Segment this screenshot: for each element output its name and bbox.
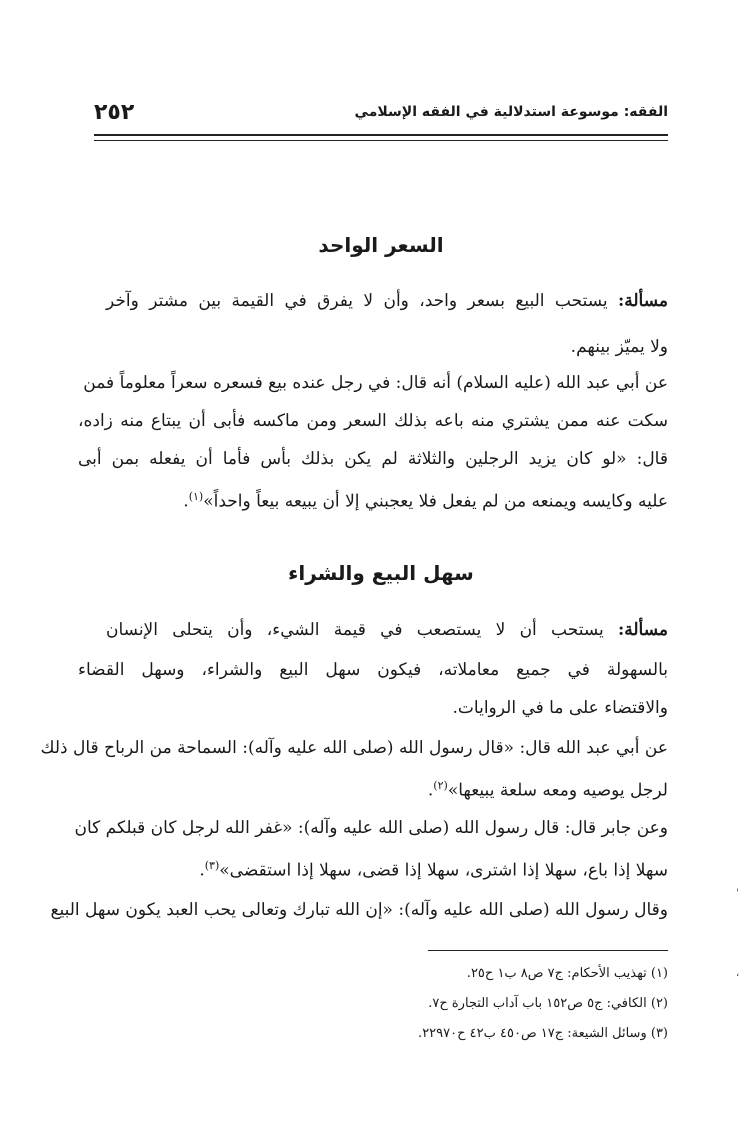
- paragraph-line: [78, 695, 668, 721]
- paragraph-line: [50, 897, 668, 923]
- footnote-ref: (١): [188, 490, 204, 503]
- header-rule-thick: [94, 134, 668, 136]
- line-text: بالسهولة في جميع معاملاته، فيكون سهل البيع والشراء، وسهل القضاء: [78, 660, 668, 680]
- footnote: (٣) وسائل الشيعة: ج١٧ ص٤٥٠ ب٤٢ ح٢٢٩٧٠.: [418, 1026, 668, 1041]
- line-text: سهلا إذا باع، سهلا إذا اشترى، سهلا إذا قضى، سهلا إذا استقضى»: [219, 860, 668, 881]
- footnote: (٢) الكافي: ج٥ ص١٥٢ باب آداب التجارة ح٧.: [428, 996, 668, 1011]
- paragraph-line: [78, 408, 668, 434]
- footnote-separator: [428, 950, 668, 951]
- line-text: عن أبي عبد الله قال: «قال رسول الله (صلى الله عليه وآله): السماحة من الرباح قال ذلك: [40, 738, 668, 758]
- line-text: يستحب البيع بسعر واحد، وأن لا يفرق في القيمة بين مشتر وآخر: [106, 291, 618, 311]
- paragraph-line: [78, 334, 668, 360]
- paragraph-line: [78, 773, 668, 804]
- paragraph-line: [78, 484, 668, 515]
- line-text: عن أبي عبد الله (عليه السلام) أنه قال: في رجل عنده بيع فسعره سعراً معلوماً فمن: [83, 373, 668, 393]
- paragraph-line: [40, 735, 668, 761]
- running-title: الفقه: موسوعة استدلالية في الفقه الإسلامي: [354, 104, 668, 120]
- section-heading-easy-trading: سهل البيع والشراء: [288, 561, 474, 585]
- line-text: ولا يميّز بينهم.: [570, 337, 668, 357]
- paragraph-line: [78, 446, 668, 472]
- line-text: والاقتضاء على ما في الروايات.: [452, 698, 668, 718]
- section-heading-single-price: السعر الواحد: [318, 233, 444, 257]
- footnote-ref: (٢): [433, 779, 448, 792]
- page-number: ٢٥٢: [94, 100, 135, 125]
- line-tail: .: [427, 780, 434, 801]
- line-text: وعن جابر قال: قال رسول الله (صلى الله عليه وآله): «غفر الله لرجل كان قبلكم كان: [74, 818, 668, 838]
- line-tail: .: [183, 491, 189, 512]
- paragraph-line: [106, 617, 668, 643]
- paragraph-line: [74, 815, 668, 841]
- paragraph-line: [83, 370, 668, 396]
- line-text: يستحب أن لا يستصعب في قيمة الشيء، وأن يتحلى الإنسان: [106, 620, 618, 640]
- header-rule-thin: [94, 140, 668, 141]
- margin-mark: ،: [736, 968, 740, 979]
- line-text: عليه وكايسه ويمنعه من لم يفعل فلا يعجبني إلا أن يبيعه بيعاً واحداً»: [203, 491, 668, 512]
- paragraph-line: [106, 288, 668, 314]
- issue-term: مسألة:: [617, 291, 668, 311]
- page-header: [94, 98, 668, 132]
- footnote-ref: (٣): [204, 859, 220, 872]
- line-text: وقال رسول الله (صلى الله عليه وآله): «إن الله تبارك وتعالى يحب العبد يكون سهل البيع: [50, 900, 668, 920]
- line-text: قال: «لو كان يزيد الرجلين والثلاثة لم يكن بذلك بأس فأما أن يفعله بمن أبى: [78, 449, 668, 469]
- paragraph-line: [78, 657, 668, 683]
- issue-term: مسألة:: [617, 620, 668, 640]
- line-text: لرجل يوصيه ومعه سلعة يبيعها»: [447, 780, 668, 801]
- margin-mark: ': [736, 888, 739, 899]
- footnote: (١) تهذيب الأحكام: ج٧ ص٨ ب١ ح٢٥.: [466, 966, 668, 981]
- line-text: سكت عنه ممن يشتري منه باعه بذلك السعر ومن ماكسه فأبى أن يبتاع منه زاده،: [78, 411, 668, 431]
- line-tail: .: [199, 860, 205, 881]
- paragraph-line: [78, 853, 668, 884]
